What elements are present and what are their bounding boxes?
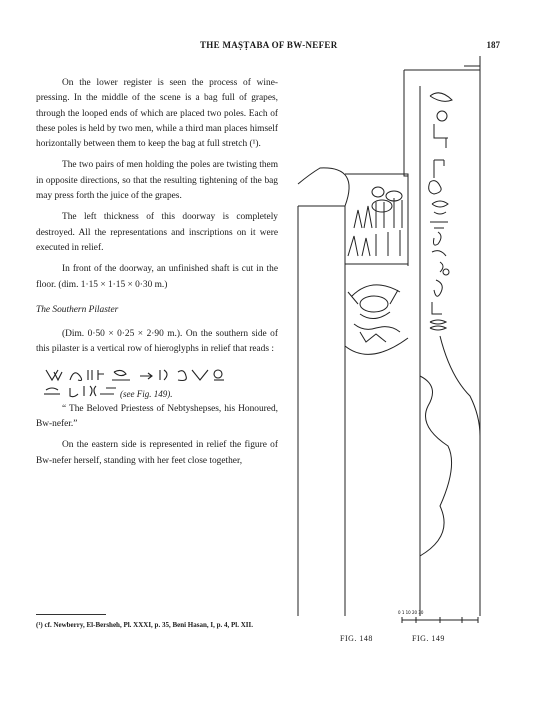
pilaster-drawing <box>290 56 512 626</box>
paragraph-pilaster-dim: (Dim. 0·50 × 0·25 × 2·90 m.). On the southern side of this pilaster is a vertical row of hieroglyphs in relief that reads : <box>36 329 278 355</box>
paragraph-shaft: In front of the doorway, an unfinished shaft is cut in the floor. (dim. 1·15 × 1·15 × 0·30 m.) <box>36 264 278 290</box>
fig148-outline <box>298 206 345 616</box>
paragraph-poles: The two pairs of men holding the poles are twisting them in opposite directions, so that the resulting tightening of the bag may press forth the juice of the grapes. <box>36 160 278 202</box>
upper-register-figures <box>348 187 402 256</box>
pilaster-hieroglyphs <box>429 93 452 330</box>
footnote-rule <box>36 614 106 615</box>
hieroglyph-inscription <box>36 364 278 402</box>
footnote: (¹) cf. Newberry, El-Bersheh, Pl. XXXI, p. 35, Beni Hasan, I, p. 4, Pl. XII. <box>36 621 253 629</box>
fig149-outline <box>404 56 480 616</box>
scale-label: 0 1 10 20 30 <box>398 610 424 615</box>
crack-line-2 <box>440 336 480 436</box>
running-header-title: THE MAṢṬABA OF BW-NEFER <box>200 40 338 50</box>
fig148-top-arch <box>298 168 349 206</box>
wine-press-scene <box>348 285 400 342</box>
paragraph-eastern-side: On the eastern side is represented in relief the figure of Bw-nefer herself, standing with her feet close together, <box>36 440 278 466</box>
figure-area <box>290 56 512 626</box>
figure-148-label: FIG. 148 <box>340 634 373 643</box>
hieroglyph-caption: (see Fig. 149). <box>120 388 173 399</box>
body-text-column <box>36 76 278 475</box>
crack-line <box>420 376 452 556</box>
paragraph-wine-pressing: On the lower register is seen the process of wine-pressing. In the middle of the scene is a bag full of grapes, through the looped ends of which are placed two poles. Each of these poles is held by two men, while a third man places himself horizontally between them to keep the bag at full stretch (¹). <box>36 78 278 150</box>
paragraph-translation: “ The Beloved Priestess of Nebtyshepses, his Honoured, Bw-nefer.” <box>36 403 278 430</box>
page-number: 187 <box>486 40 500 50</box>
paragraph-doorway: The left thickness of this doorway is completely destroyed. All the representations and inscriptions on it were executed in relief. <box>36 212 278 253</box>
section-heading: The Southern Pilaster <box>36 304 119 315</box>
figure-149-label: FIG. 149 <box>412 634 445 643</box>
